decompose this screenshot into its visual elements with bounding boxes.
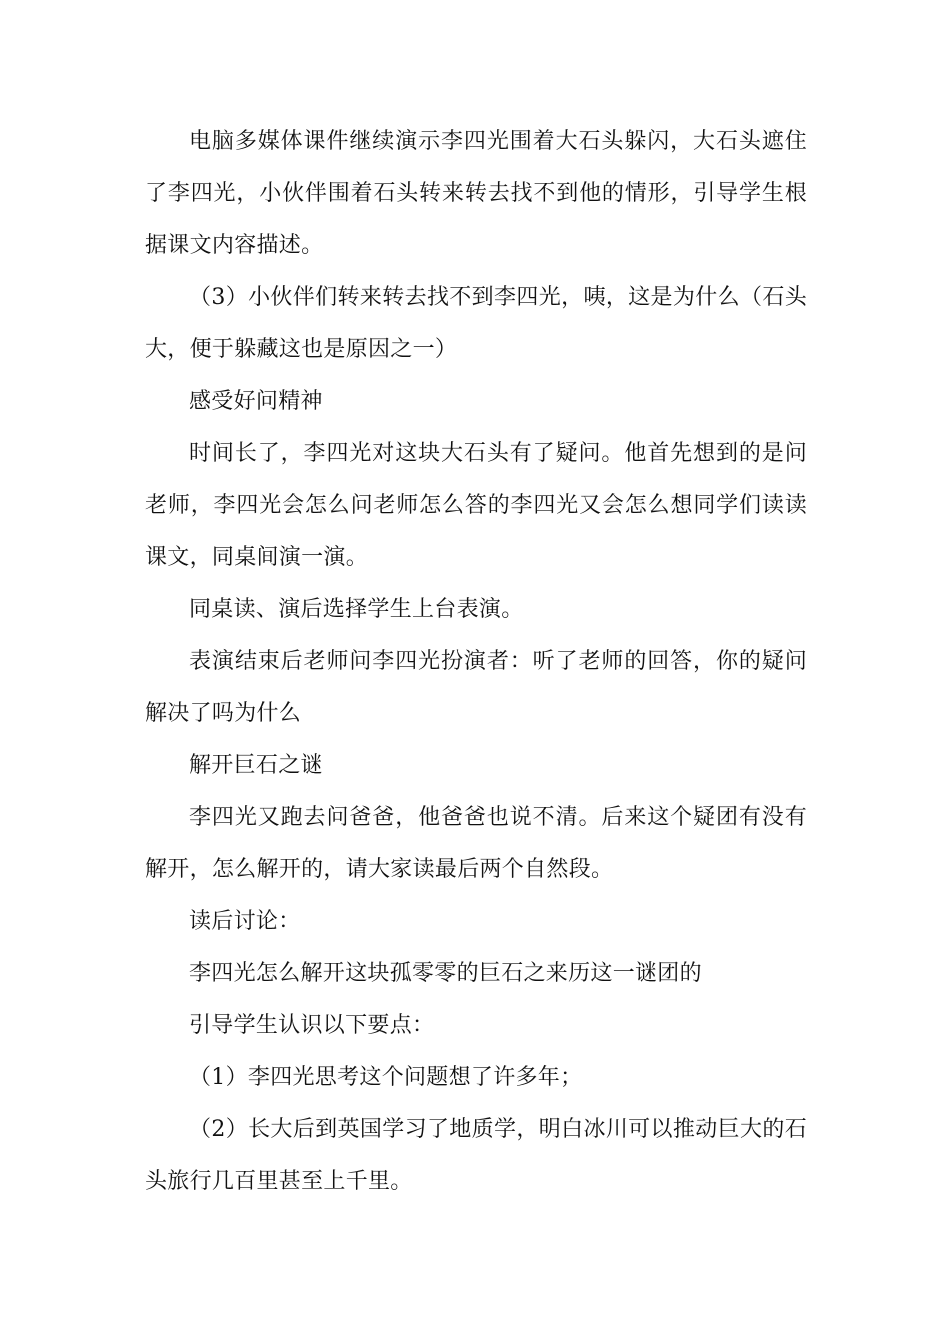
document-body [145,116,807,1208]
paragraph-5: 表演结束后老师问李四光扮演者：听了老师的回答，你的疑问解决了吗为什么 [145,649,807,726]
section-heading: 解开巨石之谜 [189,753,323,778]
paragraph-6: 李四光又跑去问爸爸，他爸爸也说不清。后来这个疑团有没有解开，怎么解开的，请大家读最后两个自然段。 [145,805,807,882]
paragraph-8: 李四光怎么解开这块孤零零的巨石之来历这一谜团的 [189,961,702,986]
list-item: （2）长大后到英国学习了地质学，明白冰川可以推动巨大的石头旅行几百里甚至上千里。 [145,1117,807,1194]
paragraph-3: 时间长了，李四光对这块大石头有了疑问。他首先想到的是问老师，李四光会怎么问老师怎么答的李四光又会怎么想同学们读读课文，同桌间演一演。 [145,441,807,570]
section-heading: 感受好问精神 [189,389,323,414]
paragraph-1: 电脑多媒体课件继续演示李四光围着大石头躲闪，大石头遮住了李四光，小伙伴围着石头转来转去找不到他的情形，引导学生根据课文内容描述。 [145,129,807,258]
paragraph-7: 读后讨论： [189,909,301,934]
list-item: （1）李四光思考这个问题想了许多年； [189,1065,583,1090]
paragraph-2: （3）小伙伴们转来转去找不到李四光，咦，这是为什么（石头大，便于躲藏这也是原因之一） [145,285,807,362]
paragraph-4: 同桌读、演后选择学生上台表演。 [189,597,524,622]
paragraph-9: 引导学生认识以下要点： [189,1013,435,1038]
